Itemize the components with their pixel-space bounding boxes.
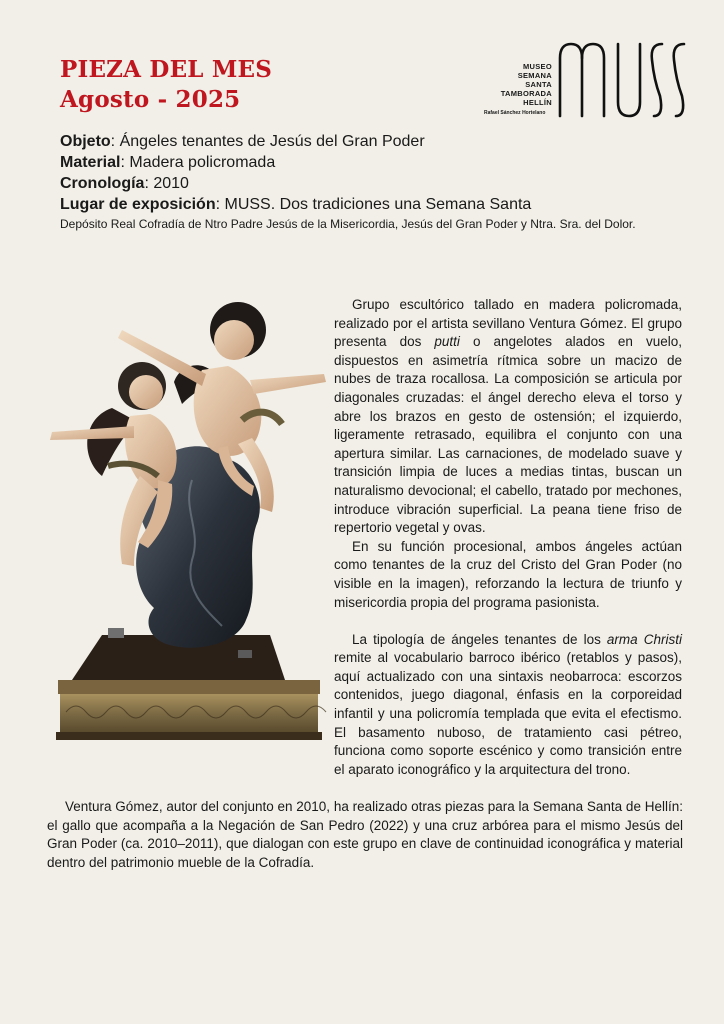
sculpture-photo — [42, 290, 330, 745]
material-row — [60, 152, 680, 173]
cronologia-row — [60, 173, 680, 194]
lugar-label: Lugar de exposición — [60, 196, 216, 213]
logo-line: HELLÍN — [523, 98, 552, 107]
paragraph-1-text-b: o angelotes alados en vuelo, dispuestos en asimetría rítmica sobre un macizo de nubes de traza rocallosa. La composición se articula por diagonales cruzadas: el ángel derecho eleva el torso y abre los brazos en gesto de ostensión; el izquierdo, ligeramente retrasado, equilibra el conjunto con una apertura similar. Las carnaciones, de modelado suave y transición limpia de luces a medias tintas, buscan un naturalismo devocional; el cabello, tratado por mechones, introduce vibración superficial. La peana tiene friso de repertorio vegetal y ovas. — [334, 334, 682, 536]
paragraph-1 — [334, 296, 682, 538]
paragraph-3 — [334, 631, 682, 780]
objeto-label: Objeto — [60, 133, 111, 150]
material-label: Material — [60, 154, 121, 171]
deposito-note: Depósito Real Cofradía de Ntro Padre Jesús de la Misericordia, Jesús del Gran Poder y Ntra. Sra. del Dolor. — [60, 217, 636, 231]
paragraph-1-italic: putti — [434, 334, 460, 350]
paragraph-3-text-b: remite al vocabulario barroco ibérico (retablos y pasos), aquí actualizado con una sintaxis neobarroca: escorzos contenidos, juego diagonal, énfasis en la corporeidad infantil y una policromía templada que evita el efectismo. El basamento nuboso, de tratamiento casi pétreo, funciona como soporte escénico y como transición entre el aparato iconográfico y la arquitectura del trono. — [334, 650, 682, 777]
paragraph-3-text-a: La tipología de ángeles tenantes de los — [352, 631, 607, 647]
logo-line: SEMANA — [517, 71, 552, 80]
lugar-row — [60, 194, 680, 215]
paragraph-3-italic: arma Christi — [606, 631, 683, 647]
page-title — [60, 55, 272, 115]
object-metadata — [60, 131, 680, 233]
muss-logo — [484, 40, 694, 130]
objeto-value: : Ángeles tenantes de Jesús del Gran Poder — [110, 133, 425, 150]
logo-line: SANTA — [525, 80, 552, 89]
closing-text — [47, 798, 683, 872]
description-column — [334, 296, 682, 779]
paragraph-2: En su función procesional, ambos ángeles actúan como tenantes de la cruz del Cristo del Gran Poder (no visible en la imagen), reforzando la lectura de triunfo y misericordia propia del programa pasionista. — [334, 538, 682, 610]
logo-text — [484, 62, 552, 107]
logo-line: MUSEO — [522, 62, 552, 71]
cronologia-label: Cronología — [60, 175, 145, 192]
lugar-value: : MUSS. Dos tradiciones una Semana Santa — [215, 196, 532, 213]
objeto-row — [60, 131, 680, 152]
cronologia-value: : 2010 — [144, 175, 189, 192]
title-line-2: Agosto - 2025 — [60, 86, 241, 113]
muss-wordmark-icon — [556, 40, 688, 120]
title-line-1: PIEZA DEL MES — [60, 56, 273, 83]
paragraph-4: Ventura Gómez, autor del conjunto en 2010, ha realizado otras piezas para la Semana Santa de Hellín: el gallo que acompaña a la Negación de San Pedro (2022) y una cruz arbórea para el mismo Jesús del Gran Poder (ca. 2010–2011), que dialogan con este grupo en clave de continuidad iconográfica y material dentro del patrimonio mueble de la Cofradía. — [47, 799, 683, 870]
paragraph-1-text-a: Grupo escultórico tallado en madera policromada, realizado por el artista sevillano Ventura Gómez. El grupo presenta dos — [334, 297, 682, 350]
material-value: : Madera policromada — [120, 154, 276, 171]
logo-line: TAMBORADA — [500, 89, 552, 98]
logo-subtitle: Rafael Sánchez Hortelano — [484, 110, 546, 116]
